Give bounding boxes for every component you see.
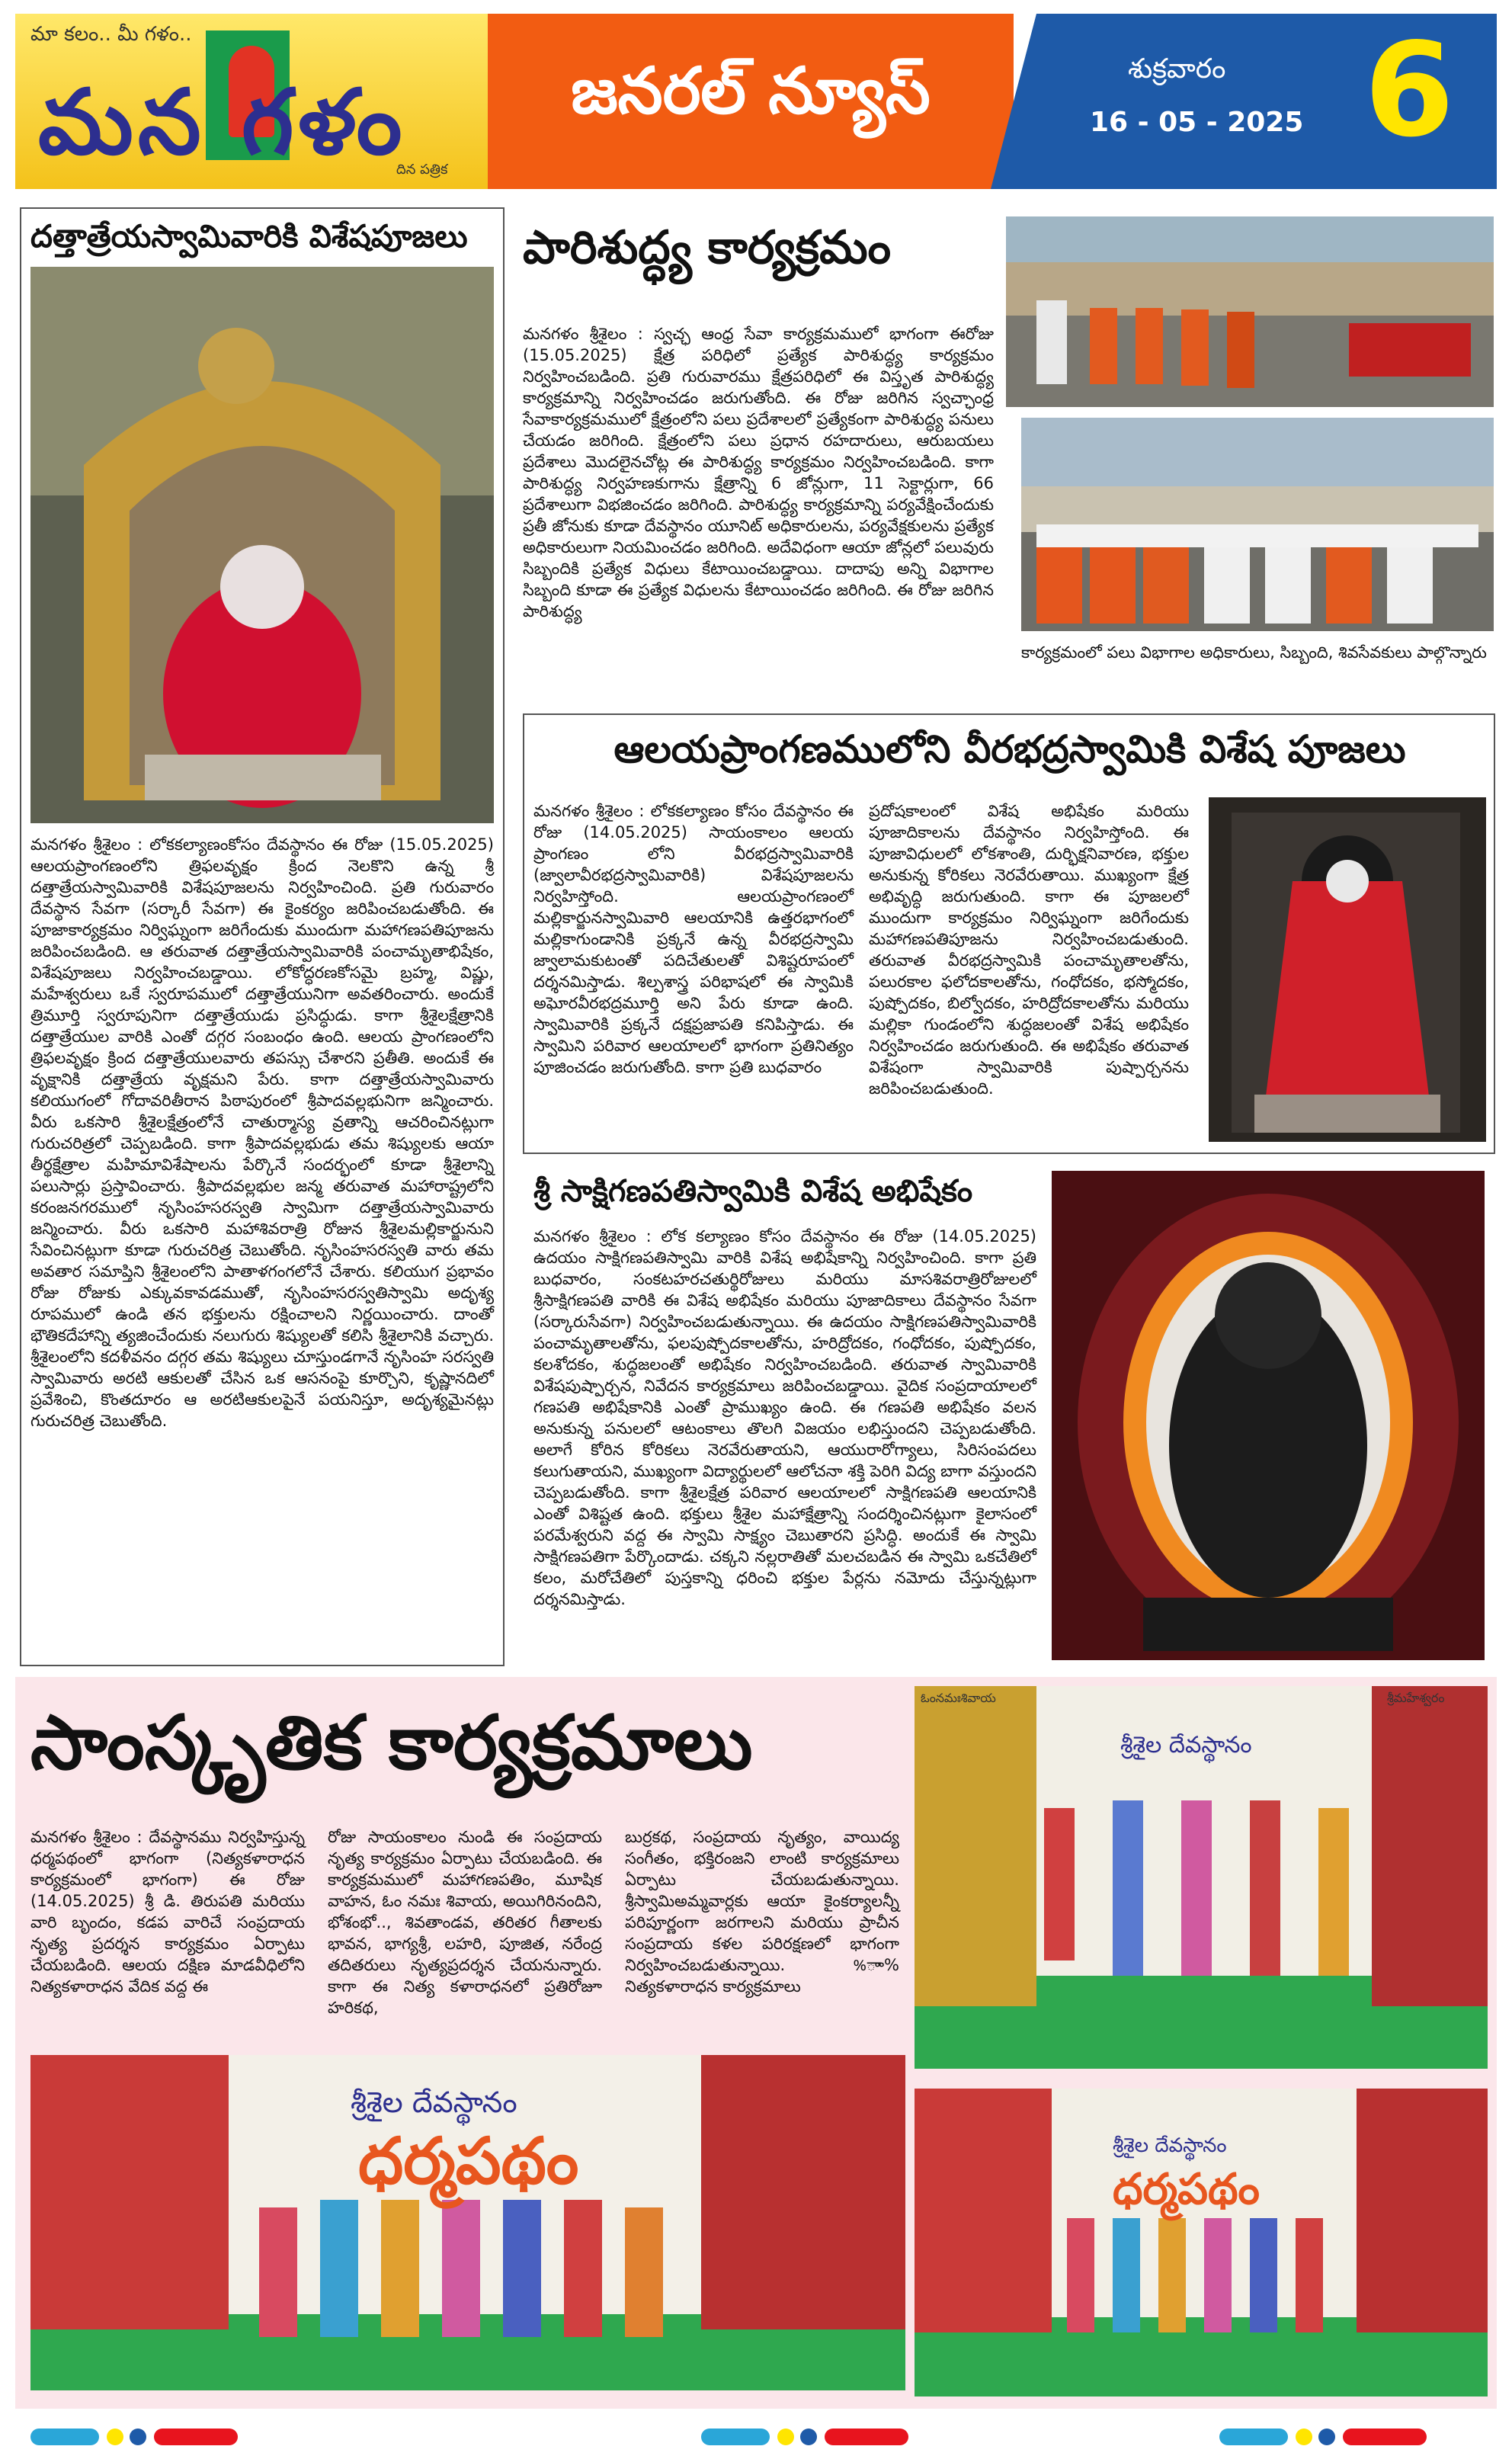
section-title: జనరల్ న్యూస్ bbox=[571, 53, 931, 128]
sanitation-caption: కార్యక్రమంలో పలు విభాగాల అధికారులు, సిబ్బంది, శివసేవకులు పాల్గొన్నారు bbox=[1021, 643, 1487, 662]
article-dattatreya-body: మనగళం శ్రీశైలం : లోకకల్యాణంకోసం దేవస్థానం ఈ రోజు (15.05.2025) ఆలయప్రాంగణంలోని త్రిఫలవృక్షం క్రింద నెలకొని ఉన్న శ్రీ దత్తాత్రేయస్వామివారికి విశేషపూజలను నిర్వహించింది. ప్రతి గురువారం దేవస్థాన సేవగా (సర్కారీ సేవగా) ఈ కైంకర్యం జరిపించబడుతోంది. ఈ పూజాకార్యక్రమం నిర్విఘ్నంగా జరిగేందుకు ముందుగా మహాగణపతిపూజను జరిపించబడింది. ఆ తరువాత దత్తాత్రేయస్వామివారికి పంచామృతాభిషేకం, విశేషపూజలు నిర్వహించబడ్డాయి. లోకోద్ధరణకోసమై బ్రహ్మ, విష్ణు, మహేశ్వరులు ఒకే స్వరూపములో దత్తాత్రేయునిగా అవతరించారు. అందుకే త్రిమూర్తి స్వరూపునిగా దత్తాత్రేయుడు ప్రసిద్ధుడు. కాగా శ్రీశైలక్షేత్రానికి దత్తాత్రేయుల వారికి ఎంతో దగ్గర సంబంధం ఉంది. ఆలయ ప్రాంగణంలోని త్రిఫలవృక్షం క్రింద దత్తాత్రేయులవారు తపస్సు చేశారని ప్రతీతి. అందుకే ఈ వృక్షానికి దత్తాత్రేయ వృక్షమని పేరు. కాగా దత్తాత్రేయస్వామివారు కలియుగంలో గోదావరితీరాన పిఠాపురంలో శ్రీపాదవల్లభునిగా జన్మించారు. వీరు ఒకసారి శ్రీశైలక్షేత్రంలోనే చాతుర్మాస్య వ్రతాన్ని ఆచరించినట్లుగా గురుచరిత్రలో చెప్పబడింది. కాగా శ్రీపాదవల్లభుడు తమ శిష్యులకు ఆయా తీర్థక్షేత్రాల మహిమావిశేషాలను పేర్కొనే సందర్భంలో కూడా శ్రీశైలాన్ని పలుసార్లు ప్రస్తావించారు. శ్రీపాదవల్లభుల జన్మ తరువాత మహారాష్ట్రలోని కరంజనగరములో నృసింహసరస్వతి స్వామిగా దత్తాత్రేయస్వామివారు జన్మించారు. వీరు ఒకసారి మహాశివరాత్రి రోజున శ్రీశైలమల్లికార్జునుని సేవించినట్లుగా కూడా గురుచరిత్ర చెబుతోంది. నృసింహసరస్వతి వారు తమ అవతార సమాప్తిని శ్రీశైలంలోని పాతాళగంగలోనే చేశారు. కలియుగ ప్రభావం రోజు రోజుకు ఎక్కువకావడముతో, నృసింహసరస్వతిస్వామి అదృశ్య రూపములో ఉండి తన భక్తులను రక్షించాలని నిర్ణయించారు. దాంతో భౌతికదేహాన్ని త్యజించేందుకు నలుగురు శిష్యులతో కలిసి శ్రీశైలానికి వచ్చారు. శ్రీశైలంలోని కదళీవనం దగ్గర తమ శిష్యులు చూస్తుండగానే నృసింహ సరస్వతి స్వామివారు అరటి ఆకులతో చేసిన ఒక ఆసనంపై కూర్చొని, కృష్ణానదిలో ప్రవేశించి, కొంతదూరం ఆ అరటిఆకులపైనే పయనిస్తూ, అదృశ్యమైనట్లు గురుచరిత్ర చెబుతోంది. bbox=[30, 835, 494, 1430]
footer-dot-icon bbox=[130, 2429, 146, 2445]
article-dattatreya-title: దత్తాత్రేయస్వామివారికి విశేషపూజలు bbox=[30, 218, 468, 255]
dance-photo-1 bbox=[915, 1686, 1488, 2069]
stage-temple-title: శ్రీశైల దేవస్థానం bbox=[1120, 1732, 1252, 1758]
footer-dots-center bbox=[701, 2429, 960, 2445]
article-ganapati-title: శ్రీ సాక్షిగణపతిస్వామికి విశేష అభిషేకం bbox=[533, 1174, 973, 1209]
ganapati-idol-image bbox=[1052, 1171, 1485, 1660]
footer-pill-icon bbox=[1343, 2429, 1427, 2445]
footer-dot-icon bbox=[800, 2429, 817, 2445]
dance-photo-2 bbox=[30, 2055, 905, 2390]
footer-dots-left bbox=[30, 2429, 290, 2445]
footer-pill-icon bbox=[154, 2429, 238, 2445]
stage-temple-title-2: శ్రీశైల దేవస్థానం bbox=[351, 2086, 517, 2119]
article-sanitation-body: మనగళం శ్రీశైలం : స్వచ్ఛ ఆంధ్ర సేవా కార్యక్రమములో భాగంగా ఈరోజు (15.05.2025) క్షేత్ర పరిధిలో ప్రత్యేక పారిశుద్ధ్య కార్యక్రమం నిర్వహించబడింది. ప్రతి గురువారము క్షేత్రపరిధిలో ఈ విస్తృత పారిశుద్ధ్య కార్యక్రమాన్ని నిర్వహించడం జరుగుతోంది. ఈ రోజు జరిగిన స్వచ్ఛాంధ్ర సేవాకార్యక్రమములో క్షేత్రంలోని పలు ప్రదేశాలలో ప్రత్యేకంగా పారిశుద్ధ్య పనులు చేయడం జరిగింది. క్షేత్రంలోని పలు ప్రధాన రహదారులు, ఆరుబయలు ప్రదేశాలు మొదలైనచోట్ల ఈ పారిశుద్ధ్య కార్యక్రమం నిర్వహించబడింది. కాగా పారిశుద్ధ్య నిర్వహణకుగాను క్షేత్రాన్ని 6 జోన్లుగా, 11 సెక్టార్లుగా, 66 ప్రదేశాలుగా విభజించడం జరిగింది. పారిశుద్ధ్య కార్యక్రమాన్ని పర్యవేక్షించేందుకు ప్రతీ జోనుకు కూడా దేవస్థానం యూనిట్ అధికారులను, పర్యవేక్షకులను ప్రత్యేక అధికారులుగా నియమించడం జరిగింది. అదేవిధంగా ఆయా జోన్లలో పలువురు సిబ్బందికి ప్రత్యేక విధులు కేటాయించబడ్డాయి. దాదాపు అన్ని విభాగాల సిబ్బంది కూడా ఈ ప్రత్యేక విధులను కేటాయించడం జరిగింది. ఈ రోజు జరిగిన పారిశుద్ధ్య bbox=[523, 325, 994, 620]
footer-dots-right bbox=[1219, 2429, 1478, 2445]
article-cultural-col1: మనగళం శ్రీశైలం : దేవస్థానము నిర్వహిస్తున్న ధర్మపథంలో భాగంగా (నిత్యకళారాధన కార్యక్రమంలో భాగంగా) ఈ రోజు (14.05.2025) శ్రీ డి. తిరుపతి మరియు వారి బృందం, కడప వారిచే సంప్రదాయ నృత్య ప్రదర్శన కార్యక్రమం ఏర్పాటు చేయబడింది. ఆలయ దక్షిణ మాడవీధిలోని నిత్యకళారాధన వేదిక వద్ద ఈ bbox=[30, 1828, 305, 1996]
stage-right-label: శ్రీమహేశ్వరం bbox=[1387, 1691, 1445, 1705]
article-sanitation-title: పారిశుద్ధ్య కార్యక్రమం bbox=[523, 221, 892, 274]
footer-dot-icon bbox=[1318, 2429, 1335, 2445]
footer-dot-icon bbox=[777, 2429, 794, 2445]
footer-pill-icon bbox=[1219, 2429, 1288, 2445]
page-number: 6 bbox=[1364, 15, 1455, 166]
dattatreya-shrine-image bbox=[30, 267, 494, 823]
article-veerabhadra-col1: మనగళం శ్రీశైలం : లోకకల్యాణం కోసం దేవస్థానం ఈ రోజు (14.05.2025) సాయంకాలం ఆలయ ప్రాంగణం లోని వీరభద్రస్వామివారికి (జ్వాలావీరభద్రస్వామివారికి) విశేషపూజలను నిర్వహిస్తోంది. ఆలయప్రాంగణంలో మల్లికార్జునస్వామివారి ఆలయానికి ఉత్తరభాగంలో మల్లికాగుండానికి ప్రక్కనే ఉన్న వీరభద్రస్వామి జ్వాలామకుటంతో పదిచేతులతో విశిష్టరూపంలో దర్శనమిస్తాడు. శిల్పశాస్త్ర పరిభాషలో ఈ స్వామికి అఘోరవీరభద్రమూర్తి అని పేరు కూడా ఉంది. స్వామివారికి ప్రక్కనే దక్షప్రజాపతి కనిపిస్తాడు. ఈ స్వామిని పరివార ఆలయాలలో భాగంగా ప్రతినిత్యం పూజించడం జరుగుతోంది. కాగా ప్రతి బుధవారం bbox=[533, 802, 854, 1076]
article-ganapati-body: మనగళం శ్రీశైలం : లోక కల్యాణం కోసం దేవస్థానం ఈ రోజు (14.05.2025) ఉదయం సాక్షిగణపతిస్వామి వారికి విశేష అభిషేకాన్ని నిర్వహించింది. కాగా ప్రతి బుధవారం, సంకటహరచతుర్థిరోజులు మరియు మాసశివరాత్రిరోజులలో శ్రీసాక్షిగణపతి వారికి ఈ విశేష అభిషేకం మరియు పూజాదికాలు దేవస్థానం సేవగా (సర్కారుసేవగా) నిర్వహించబడుతున్నాయి. ఈ ఉదయం సాక్షిగణపతిస్వామివారికి పంచామృతాలతోను, ఫలపుష్పోదకాలతోను, హరిద్రోదకం, గంధోదకం, పుష్పోదకం, కలశోదకం, శుద్ధజలంతో అభిషేకం నిర్వహించబడింది. తరువాత స్వామివారికి విశేషపుష్పార్చన, నివేదన కార్యక్రమాలు జరిపించబడ్డాయి. వైదిక సంప్రదాయాలలో గణపతి అభిషేకానికి ఎంతో ప్రాముఖ్యం ఉంది. ఈ గణపతి అభిషేకం వలన అనుకున్న పనులలో ఆటంకాలు తొలగి విజయం లభిస్తుందని చెప్పబడుతోంది. అలాగే కోరిన కోరికలు నెరవేరుతాయని, ఆయురారోగ్యాలు, సిరిసంపదలు కలుగుతాయని, ముఖ్యంగా విద్యార్థులలో ఆలోచనా శక్తి పెరిగి విద్య బాగా వస్తుందని చెప్పబడుతోంది. కాగా శ్రీశైలక్షేత్ర పరివార ఆలయాలలో సాక్షిగణపతి ఆలయానికి ఎంతో విశిష్టత ఉంది. భక్తులు శ్రీశైల మహాక్షేత్రాన్ని సందర్శించినట్లుగా కైలాసంలో పరమేశ్వరుని వద్ద ఈ స్వామి సాక్ష్యం చెబుతారని ప్రసిద్ధి. అందుకే ఈ స్వామి సాక్షిగణపతిగా పేర్కొందాడు. చక్కని నల్లరాతితో మలచబడిన ఈ స్వామి ఒకచేతిలో కలం, మరోచేతిలో పుస్తకాన్ని ధరించి భక్తుల పేర్లను నమోదు చేస్తున్నట్లుగా దర్శనమిస్తాడు. bbox=[533, 1227, 1036, 1608]
article-veerabhadra-title: ఆలయప్రాంగణములోని వీరభద్రస్వామికి విశేష పూజలు bbox=[613, 727, 1406, 771]
veerabhadra-idol-image bbox=[1209, 797, 1486, 1142]
masthead-logo-sub: దిన పత్రిక bbox=[396, 162, 448, 178]
stage-banner-2: ధర్మపథం bbox=[358, 2124, 579, 2198]
footer-pill-icon bbox=[701, 2429, 770, 2445]
article-veerabhadra-col2: ప్రదోషకాలంలో విశేష అభిషేకం మరియు పూజాదికాలను దేవస్థానం నిర్వహిస్తోంది. ఈ పూజావిధులలో లోకశాంతి, దుర్భిక్షనివారణ, భక్తుల అనుకున్న కోరికలు నెరవేరుతాయి. ముఖ్యంగా క్షేత్ర అభివృద్ధి జరుగుతుంది. కాగా ఈ పూజలలో ముందుగా కార్యక్రమం నిర్విఘ్నంగా జరిగేందుకు మహాగణపతిపూజను నిర్వహించబడుతుంది. తరువాత వీరభద్రస్వామికి పంచామృతాలతోను, పలురకాల ఫలోదకాలతోను, గంధోదకం, భస్మోదకం, పుష్పోదకం, బిల్వోదకం, హరిద్రోదకాలతోను మరియు మల్లికా గుండంలోని శుద్ధజలంతో విశేష అభిషేకం నిర్వహించడం జరుగుతుంది. ఈ అభిషేకం తరువాత విశేషంగా స్వామివారికి పుష్పార్చనను జరిపించబడుతుంది. bbox=[869, 802, 1189, 1098]
sanitation-photo-2 bbox=[1021, 418, 1494, 631]
sanitation-street-image bbox=[1006, 216, 1494, 407]
masthead-logo: మన గళం bbox=[38, 69, 407, 175]
article-cultural-col3: బుర్రకథ, సంప్రదాయ నృత్యం, వాయిద్య సంగీతం, భక్తిరంజని లాంటి కార్యక్రమాలు ఏర్పాటు చేయబడుతున్నాయి. శ్రీస్వామిఅమ్మవార్లకు ఆయా కైంకర్యాలన్నీ పరిపూర్ణంగా జరగాలని మరియు ప్రాచీన సంప్రదాయ కళల పరిరక్షణలో భాగంగా నిర్వహించబడుతున్నాయి. %ాా% నిత్యకళారాధన కార్యక్రమాలు bbox=[625, 1828, 899, 1996]
article-cultural-title: సాంస్కృతిక కార్యక్రమాలు bbox=[30, 1700, 753, 1787]
issue-date: 16 - 05 - 2025 bbox=[1090, 107, 1304, 138]
article-cultural-col2: రోజు సాయంకాలం నుండి ఈ సంప్రదాయ నృత్య కార్యక్రమం ఏర్పాటు చేయబడింది. ఈ కార్యక్రమములో మహాగణపతిం, మూషిక వాహన, ఓం నమః శివాయ, అయిగిరినందిని, భోశంభో.., శివతాండవ, తరితర గీతాలకు భావన, భాగ్యశ్రీ, లహరి, పూజిత, నరేంద్ర తదితరులు నృత్యప్రదర్శన చేయనున్నారు. కాగా ఈ నిత్య కళారాధనలో ప్రతిరోజూ హరికథ, bbox=[328, 1828, 602, 2017]
sanitation-rally-image bbox=[1021, 418, 1494, 631]
issue-day: శుక్రవారం bbox=[1128, 53, 1226, 85]
footer-pill-icon bbox=[30, 2429, 99, 2445]
footer-pill-icon bbox=[825, 2429, 908, 2445]
sanitation-photo-1 bbox=[1006, 216, 1494, 407]
stage-banner-3: ధర్మపథం bbox=[1113, 2165, 1260, 2214]
dattatreya-shrine-photo bbox=[30, 267, 494, 823]
dance-photo-3 bbox=[915, 2089, 1488, 2396]
masthead-tagline: మా కలం.. మీ గళం.. bbox=[30, 23, 192, 46]
footer-dot-icon bbox=[1296, 2429, 1312, 2445]
stage-left-label: ఓంనమఃశివాయ bbox=[921, 1691, 996, 1705]
ganapati-photo bbox=[1052, 1171, 1485, 1660]
footer-dot-icon bbox=[107, 2429, 123, 2445]
veerabhadra-photo bbox=[1209, 797, 1486, 1142]
stage-temple-title-3: శ్రీశైల దేవస్థానం bbox=[1113, 2134, 1227, 2157]
